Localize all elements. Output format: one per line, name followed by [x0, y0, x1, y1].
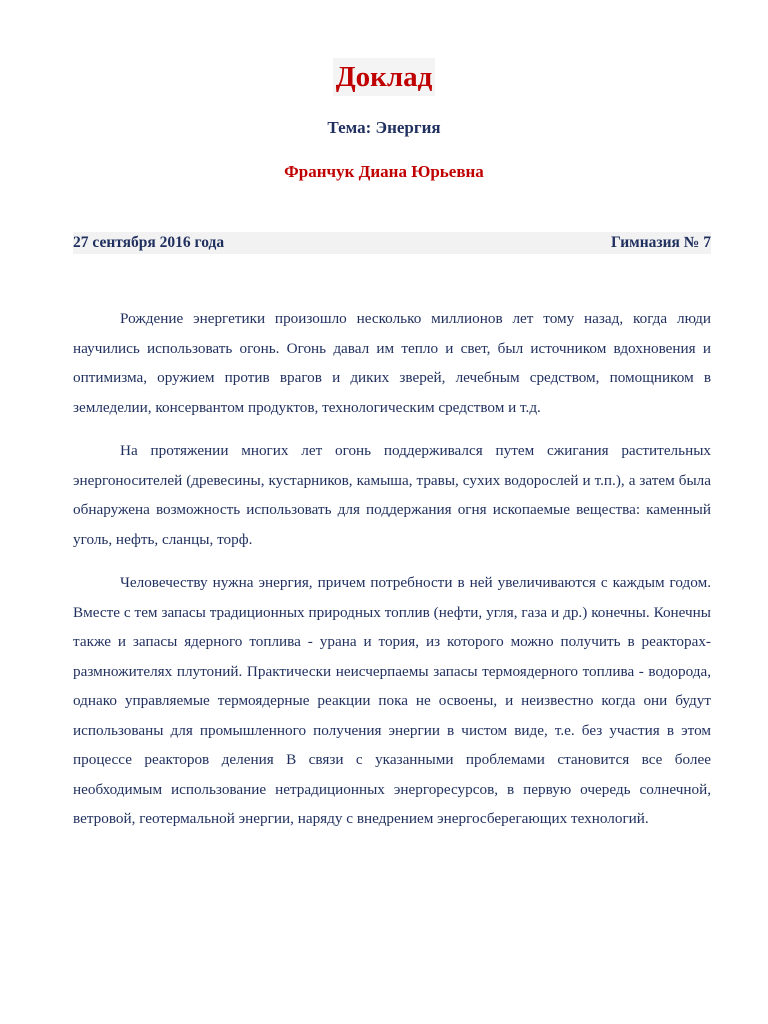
document-title: Доклад [333, 58, 436, 96]
paragraph: Человечеству нужна энергия, причем потребности в ней увеличиваются с каждым годом. Вместе с тем запасы традиционных природных топлив (нефти, угля, газа и др.) конечны. Конечны также и запасы ядерного топлива - урана и тория, из которого можно получить в реакторах-размножителях плутоний. Практически неисчерпаемы запасы термоядерного топлива - водорода, однако управляемые термоядерные реакции пока не освоены, и неизвестно когда они будут использованы для промышленного получения энергии в чистом виде, т.е. без участия в этом процессе реакторов деления В связи с указанными проблемами становится все более необходимым использование нетрадиционных энергоресурсов, в первую очередь солнечной, ветровой, геотермальной энергии, наряду с внедрением энергосберегающих технологий. [73, 574, 711, 827]
document-author: Франчук Диана Юрьевна [284, 162, 484, 181]
body-text [73, 304, 711, 848]
title-block [0, 58, 768, 96]
paragraph: Рождение энергетики произошло несколько миллионов лет тому назад, когда люди научились использовать огонь. Огонь давал им тепло и свет, был источником вдохновения и оптимизма, оружием против врагов и диких зверей, лечебным средством, помощником в земледелии, консервантом продуктов, технологическим средством и т.д. [73, 310, 711, 416]
document-date: 27 сентября 2016 года [73, 234, 225, 251]
paragraph: На протяжении многих лет огонь поддерживался путем сжигания растительных энергоносителей (древесины, кустарников, камыша, травы, сухих водорослей и т.п.), а затем была обнаружена возможность использовать для поддержания огня ископаемые вещества: каменный уголь, нефть, сланцы, торф. [73, 442, 711, 548]
meta-row [73, 232, 711, 254]
document-topic: Тема: Энергия [327, 118, 441, 137]
school-name: Гимназия № 7 [610, 234, 711, 251]
